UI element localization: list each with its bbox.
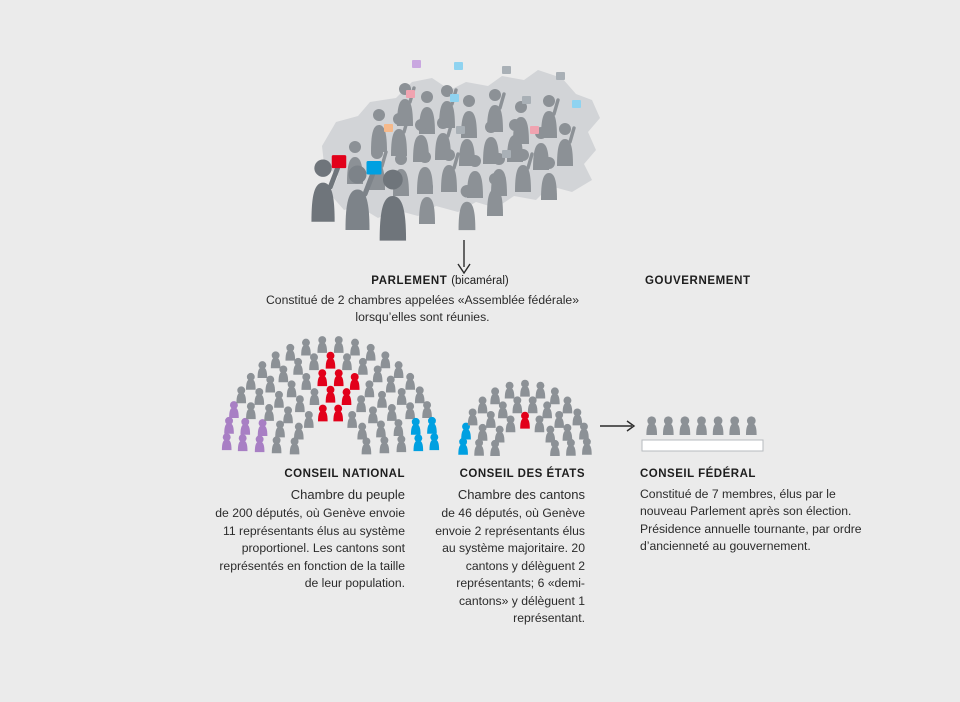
arrow-down-icon <box>452 240 476 274</box>
conseil-federal-title: CONSEIL FÉDÉRAL <box>640 468 756 480</box>
arrow-right-icon <box>600 418 636 434</box>
conseil-federal-caption <box>640 466 870 556</box>
conseil-federal-body: Constitué de 7 membres, élus par le nouveau Parlement après son élection. Présidence annuelle tournante, par ordre d’ancienneté au gouvernement. <box>640 486 862 553</box>
conseil-des-etats-title: CONSEIL DES ÉTATS <box>459 468 585 480</box>
conseil-national-caption <box>205 466 405 593</box>
conseil-federal-bench <box>640 410 765 458</box>
conseil-des-etats-subtitle: Chambre des cantons <box>457 486 585 502</box>
parlement-description: Constitué de 2 chambres appelées «Assemblée fédérale» lorsqu’elles sont réunies. <box>265 293 579 324</box>
conseil-des-etats-caption <box>425 466 585 628</box>
conseil-des-etats-hemicycle <box>455 360 595 456</box>
conseil-national-hemicycle <box>218 336 443 456</box>
voters-map-block <box>300 60 620 245</box>
voters-group <box>300 60 620 245</box>
conseil-national-title: CONSEIL NATIONAL <box>284 468 405 480</box>
parlement-heading-suffix: (bicaméral) <box>451 275 509 287</box>
conseil-des-etats-body: de 46 députés, où Genève envoie 2 représentants élus au système majoritaire. 20 cantons y délèguent 2 représentants; 6 «demi-cantons» y délèguent 1 représentant. <box>435 506 585 625</box>
conseil-national-body: de 200 députés, où Genève envoie 11 représentants élus au système proportionel. Les cantons sont représentés en fonction de la taille de leur population. <box>215 506 405 590</box>
parlement-heading <box>280 275 600 287</box>
parlement-heading-main: PARLEMENT <box>371 275 448 287</box>
conseil-national-subtitle: Chambre du peuple <box>290 486 405 502</box>
gouvernement-heading: GOUVERNEMENT <box>645 275 751 287</box>
